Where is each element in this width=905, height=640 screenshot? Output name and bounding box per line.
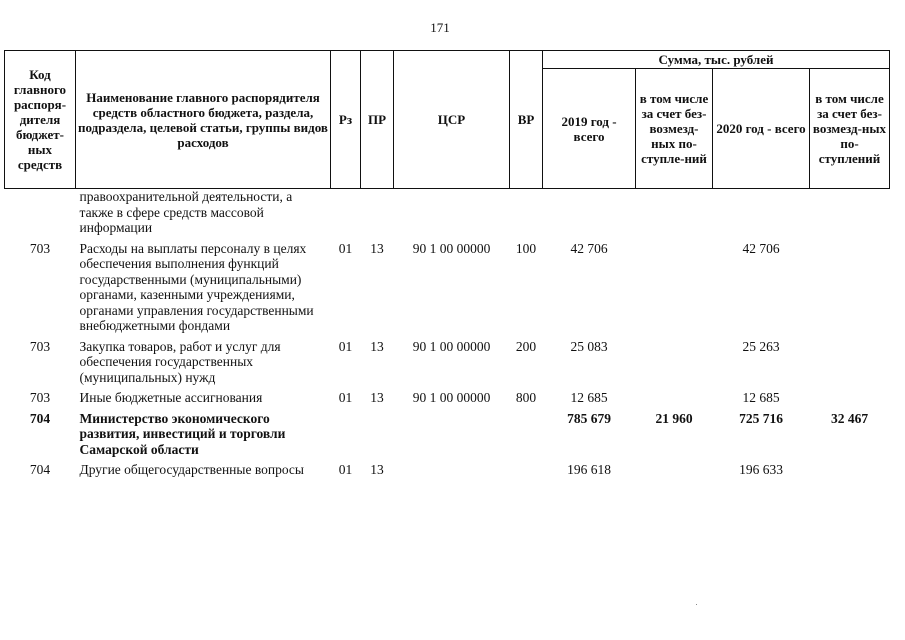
row-csr: [394, 189, 510, 239]
row-vr: 800: [515, 390, 537, 405]
table-row: [5, 388, 890, 409]
row-code: 704: [29, 462, 51, 477]
table-header: [5, 51, 890, 189]
row-vr: 100: [515, 240, 537, 256]
row-2019-free: [636, 337, 713, 389]
row-2019-total: 25 083: [570, 338, 608, 354]
row-vr: [510, 460, 543, 481]
row-name: Расходы на выплаты персоналу в целях обеспечения выполнения функций государственными (муниципальными) органами, казенными учреждениями, органами управления государственными внебюджетными фондами: [79, 240, 314, 333]
header-vr: ВР: [510, 51, 543, 189]
row-2020-total: 725 716: [739, 410, 783, 426]
row-name: Закупка товаров, работ и услуг для обеспечения государственных (муниципальных) нужд: [79, 338, 281, 385]
row-code: [5, 189, 76, 239]
row-code: 704: [29, 410, 51, 426]
row-2020-free: [810, 337, 890, 389]
row-2019-free: [636, 460, 713, 481]
header-csr: ЦСР: [394, 51, 510, 189]
row-name: Другие общегосударственные вопросы: [79, 462, 304, 477]
header-2019-free: в том числе за счет без-возмезд-ных по-ступле-ний: [636, 69, 713, 189]
row-code: 703: [29, 338, 51, 354]
row-2020-total: 25 263: [742, 338, 780, 354]
row-name: Министерство экономического развития, инвестиций и торговли Самарской области: [79, 410, 286, 457]
row-pr: 13: [370, 462, 384, 477]
row-rz: 01: [338, 338, 353, 354]
row-2020-total: 42 706: [742, 240, 780, 256]
row-2020-free: [810, 239, 890, 337]
row-rz: [331, 409, 361, 461]
header-sum: Сумма, тыс. рублей: [543, 51, 890, 69]
row-vr: [510, 189, 543, 239]
row-csr: 90 1 00 00000: [412, 338, 491, 354]
header-2019-total: 2019 год - всего: [543, 69, 636, 189]
row-2020-free: [810, 460, 890, 481]
row-pr: [361, 409, 394, 461]
row-csr: 90 1 00 00000: [412, 390, 491, 405]
row-pr: 13: [370, 240, 384, 256]
header-code: Код главного распоря-дителя бюджет-ных средств: [5, 51, 76, 189]
row-rz: 01: [338, 240, 353, 256]
row-2019-free: [636, 189, 713, 239]
row-2019-free: [636, 388, 713, 409]
row-2019-free: [636, 239, 713, 337]
table-row: [5, 337, 890, 389]
row-vr: 200: [515, 338, 537, 354]
budget-table: [4, 50, 890, 481]
row-2020-free: [810, 388, 890, 409]
row-rz: 01: [338, 462, 353, 477]
row-rz: 01: [338, 390, 353, 405]
row-2020-total: 196 633: [739, 462, 783, 477]
row-vr: [510, 409, 543, 461]
header-pr: ПР: [361, 51, 394, 189]
table-row: [5, 239, 890, 337]
header-2020-free: в том числе за счет без-возмезд-ных по-ступлений: [810, 69, 890, 189]
row-pr: [361, 189, 394, 239]
row-2019-total: [543, 189, 636, 239]
row-csr: [394, 460, 510, 481]
row-2019-total: 12 685: [570, 390, 608, 405]
page-number: 171: [430, 20, 450, 35]
table-body: [5, 189, 890, 481]
scan-speck: [696, 604, 697, 605]
row-2019-total: 196 618: [567, 462, 611, 477]
row-2020-total: [713, 189, 810, 239]
row-2020-free: [810, 189, 890, 239]
row-name: Иные бюджетные ассигнования: [79, 390, 263, 405]
table-row: [5, 460, 890, 481]
row-pr: 13: [370, 338, 384, 354]
header-rz: Рз: [331, 51, 361, 189]
table-row: [5, 409, 890, 461]
header-2020-total: 2020 год - всего: [713, 69, 810, 189]
row-2020-total: 12 685: [742, 390, 780, 405]
table-row: [5, 189, 890, 239]
row-pr: 13: [370, 390, 384, 405]
row-2019-free: 21 960: [655, 410, 693, 426]
row-2019-total: 785 679: [567, 410, 611, 426]
row-2020-free: 32 467: [830, 410, 869, 426]
row-csr: 90 1 00 00000: [412, 240, 491, 256]
row-csr: [394, 409, 510, 461]
row-code: 703: [29, 390, 51, 405]
row-code: 703: [29, 240, 51, 256]
row-rz: [331, 189, 361, 239]
row-2019-total: 42 706: [570, 240, 608, 256]
header-name: Наименование главного распорядителя средств областного бюджета, раздела, подраздела, целевой статьи, группы видов расходов: [76, 51, 331, 189]
row-name: правоохранительной деятельности, а также в сфере средств массовой информации: [79, 189, 293, 235]
